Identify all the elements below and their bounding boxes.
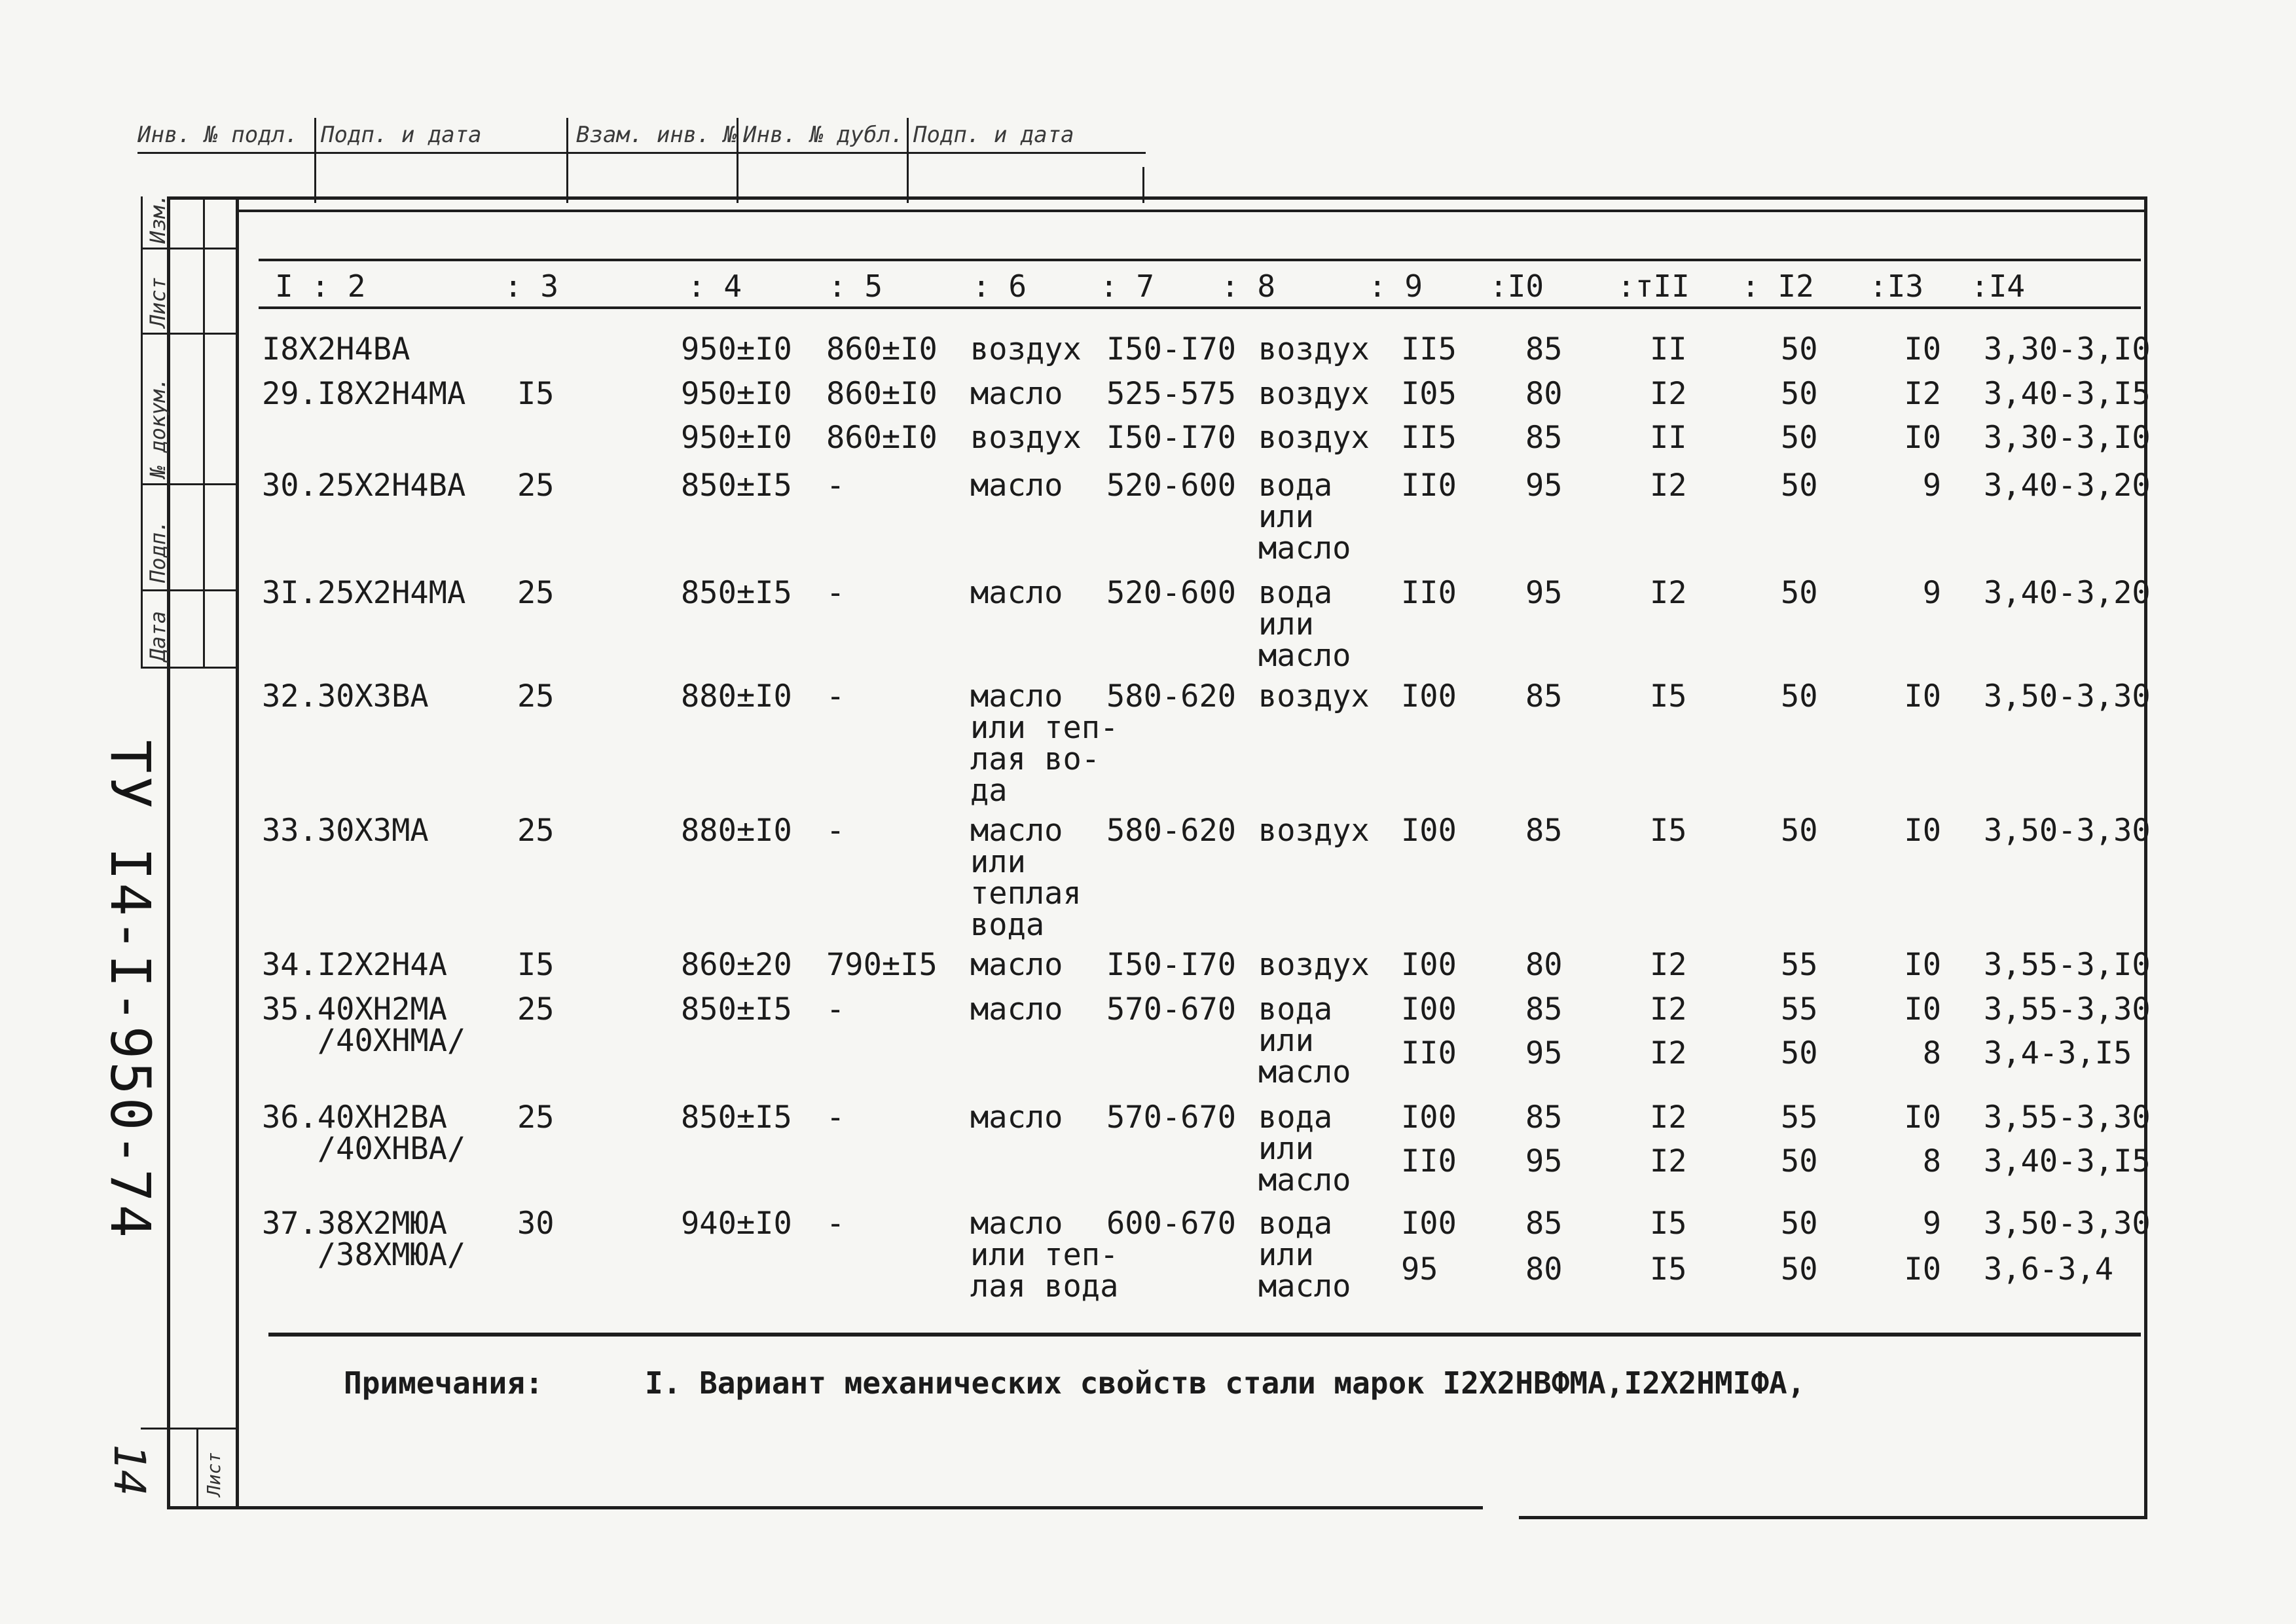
table-cell-c6: масло или теп- лая во- да [970,678,1119,809]
table-cell-c3: 25 [517,1099,555,1135]
table-cell-c9: 95 [1401,1251,1438,1287]
table-cell-c5: - [826,1099,845,1135]
table-cell-c11: I2 [1650,947,1687,983]
table-cell-c10: 85 [1525,331,1563,367]
col-header-8: : 8 [1221,268,1276,304]
table-cell-c4: 880±I0 [681,813,792,849]
table-cell-c10: 85 [1525,678,1563,714]
table-cell-c14: 3,50-3,30 [1984,1206,2151,1242]
table-bottom-rule [268,1333,2141,1337]
table-cell-c4: 880±I0 [681,678,792,714]
table-cell-c7: 580-620 [1106,813,1237,849]
table-cell-c14: 3,50-3,30 [1984,813,2151,849]
table-cell-c10: 80 [1525,947,1563,983]
table-cell-c7: I50-I70 [1106,947,1237,983]
col-header-14: :I4 [1971,268,2026,304]
table-cell-c10: 85 [1525,991,1563,1027]
table-cell-c7: 570-670 [1106,991,1237,1027]
table-cell-c10: 95 [1525,1143,1563,1179]
table-cell-c5: - [826,678,845,714]
table-cell-c4: 850±I5 [681,575,792,611]
table-cell-c7: 525-575 [1106,376,1237,412]
table-cell-c10: 95 [1525,468,1563,504]
col-header-7: : 7 [1100,268,1155,304]
table-cell-c11: I2 [1650,575,1687,611]
table-cell-c5: 790±I5 [826,947,938,983]
table-cell-c12: 50 [1781,420,1818,456]
table-cell-c11: I5 [1650,1206,1687,1242]
margin-label-change: Изм. [145,193,170,244]
table-cell-c9: I00 [1401,991,1457,1027]
table-cell-c8: воздух [1258,331,1370,367]
table-cell-c5: 860±I0 [826,420,938,456]
table-cell-c13: I0 [1904,678,1941,714]
table-cell-c5: 860±I0 [826,331,938,367]
table-cell-c10: 95 [1525,1035,1563,1071]
table-cell-c3: I5 [517,376,555,412]
table-cell-c7: 580-620 [1106,678,1237,714]
table-cell-c3: 25 [517,468,555,504]
table-cell-c9: II5 [1401,331,1457,367]
col-header-3: : 3 [504,268,559,304]
notes-label: Примечания: [344,1365,543,1401]
table-cell-c14: 3,55-3,30 [1984,991,2151,1027]
table-cell-c8: вода или масло [1258,468,1351,566]
table-cell-c14: 3,50-3,30 [1984,678,2151,714]
table-cell-c9: I00 [1401,813,1457,849]
table-cell-c6: воздух [970,420,1082,456]
table-cell-c12: 55 [1781,947,1818,983]
col-header-1-2: I : 2 [275,268,366,304]
table-cell-c1: 30.25X2H4BA [262,468,466,504]
table-cell-c4: 950±I0 [681,420,792,456]
table-cell-c1: 35.40XH2MA /40XHMA/ [262,991,466,1059]
table-cell-c11: II [1650,420,1687,456]
table-cell-c3: 25 [517,575,555,611]
table-cell-c8: воздух [1258,813,1370,849]
table-cell-c4: 940±I0 [681,1206,792,1242]
table-cell-c11: I5 [1650,1251,1687,1287]
table-cell-c3: I5 [517,947,555,983]
margin-label-date: Дата [145,610,170,661]
table-cell-c1: 29.I8X2H4MA [262,376,466,412]
table-cell-c6: масло [970,1099,1063,1135]
col-header-10: :I0 [1489,268,1544,304]
table-cell-c8: вода или масло [1258,991,1351,1090]
table-cell-c5: - [826,1206,845,1242]
table-cell-c11: I5 [1650,678,1687,714]
table-cell-c14: 3,6-3,4 [1984,1251,2114,1287]
table-cell-c8: воздух [1258,947,1370,983]
table-cell-c1: 32.30X3BA [262,678,429,714]
table-cell-c10: 85 [1525,1099,1563,1135]
table-cell-c10: 85 [1525,813,1563,849]
table-cell-c6: масло [970,991,1063,1027]
stamp-cell-replaced-inv: Взам. инв. № [576,122,737,148]
table-cell-c10: 85 [1525,1206,1563,1242]
table-cell-c14: 3,40-3,I5 [1984,376,2151,412]
table-cell-c5: - [826,991,845,1027]
table-cell-c13: 9 [1922,468,1941,504]
table-cell-c9: I00 [1401,947,1457,983]
table-cell-c7: 520-600 [1106,575,1237,611]
col-header-13: :I3 [1869,268,1924,304]
stamp-cell-inv-original: Инв. № подл. [137,122,299,148]
table-cell-c5: - [826,813,845,849]
table-cell-c1: 36.40XH2BA /40XHBA/ [262,1099,466,1167]
table-cell-c4: 850±I5 [681,991,792,1027]
table-cell-c12: 50 [1781,376,1818,412]
table-cell-c3: 25 [517,813,555,849]
table-cell-c14: 3,55-3,I0 [1984,947,2151,983]
table-cell-c7: I50-I70 [1106,420,1237,456]
table-cell-c6: масло или теплая вода [970,813,1082,943]
table-cell-c3: 30 [517,1206,555,1242]
table-cell-c1: 37.38X2MЮA /38XMЮA/ [262,1206,466,1273]
table-cell-c14: 3,30-3,I0 [1984,331,2151,367]
table-cell-c9: II5 [1401,420,1457,456]
margin-label-sheet: Лист [145,276,170,327]
table-cell-c13: I2 [1904,376,1941,412]
table-cell-c13: I0 [1904,991,1941,1027]
table-cell-c8: вода или масло [1258,575,1351,674]
margin-label-doc-number: № докум. [145,377,170,478]
table-cell-c14: 3,55-3,30 [1984,1099,2151,1135]
col-header-4: : 4 [687,268,742,304]
stamp-cell-inv-duplicate: Инв. № дубл. [743,122,904,148]
table-cell-c9: I05 [1401,376,1457,412]
table-cell-c10: 85 [1525,420,1563,456]
stamp-cell-sign-date-1: Подп. и дата [321,122,482,148]
table-cell-c6: воздух [970,331,1082,367]
table-cell-c8: воздух [1258,420,1370,456]
table-cell-c14: 3,40-3,20 [1984,468,2151,504]
table-cell-c6: масло [970,575,1063,611]
notes-text: I. Вариант механических свойств стали марок I2X2HBФMA,I2X2HMIФA, [645,1365,1806,1401]
table-cell-c12: 50 [1781,1035,1818,1071]
table-cell-c13: I0 [1904,331,1941,367]
table-cell-c11: I2 [1650,1143,1687,1179]
table-cell-c12: 50 [1781,1143,1818,1179]
table-cell-c12: 50 [1781,1251,1818,1287]
table-cell-c5: - [826,468,845,504]
table-cell-c9: II0 [1401,575,1457,611]
table-cell-c9: I00 [1401,1099,1457,1135]
table-cell-c1: 34.I2X2H4A [262,947,447,983]
table-cell-c4: 860±20 [681,947,792,983]
table-cell-c4: 950±I0 [681,376,792,412]
table-cell-c6: масло [970,468,1063,504]
table-cell-c7: I50-I70 [1106,331,1237,367]
sheet-number: 14 [104,1444,155,1496]
table-cell-c13: I0 [1904,420,1941,456]
margin-label-signature: Подп. [145,519,170,583]
table-cell-c13: I0 [1904,1099,1941,1135]
table-cell-c4: 850±I5 [681,468,792,504]
table-cell-c10: 95 [1525,575,1563,611]
table-cell-c12: 55 [1781,991,1818,1027]
table-cell-c1: 33.30X3MA [262,813,429,849]
table-cell-c13: I0 [1904,947,1941,983]
table-cell-c12: 50 [1781,331,1818,367]
table-cell-c8: вода или масло [1258,1206,1351,1304]
table-cell-c14: 3,40-3,20 [1984,575,2151,611]
table-cell-c6: масло [970,376,1063,412]
table-cell-c9: II0 [1401,1035,1457,1071]
table-cell-c13: I0 [1904,1251,1941,1287]
table-cell-c1: 3I.25X2H4MA [262,575,466,611]
table-cell-c6: масло [970,947,1063,983]
stamp-cell-sign-date-2: Подп. и дата [913,122,1074,148]
table-cell-c13: 9 [1922,1206,1941,1242]
table-cell-c5: - [826,575,845,611]
table-cell-c1: I8X2H4BA [262,331,410,367]
table-cell-c12: 50 [1781,468,1818,504]
col-header-12: : I2 [1741,268,1814,304]
table-cell-c9: II0 [1401,1143,1457,1179]
table-cell-c12: 50 [1781,1206,1818,1242]
table-cell-c7: 570-670 [1106,1099,1237,1135]
document-number: ТУ I4-I-950-74 [98,740,162,1241]
table-cell-c12: 55 [1781,1099,1818,1135]
table-cell-c14: 3,40-3,I5 [1984,1143,2151,1179]
table-cell-c11: I2 [1650,991,1687,1027]
table-cell-c4: 850±I5 [681,1099,792,1135]
table-cell-c11: I2 [1650,1035,1687,1071]
col-header-11: :тII [1617,268,1690,304]
table-cell-c12: 50 [1781,813,1818,849]
table-cell-c14: 3,30-3,I0 [1984,420,2151,456]
table-cell-c3: 25 [517,991,555,1027]
table-cell-c13: 8 [1922,1035,1941,1071]
table-cell-c7: 520-600 [1106,468,1237,504]
table-cell-c5: 860±I0 [826,376,938,412]
table-cell-c8: вода или масло [1258,1099,1351,1198]
table-cell-c11: I5 [1650,813,1687,849]
table-cell-c11: I2 [1650,376,1687,412]
table-cell-c10: 80 [1525,376,1563,412]
col-header-5: : 5 [828,268,883,304]
table-cell-c4: 950±I0 [681,331,792,367]
table-cell-c14: 3,4-3,I5 [1984,1035,2132,1071]
table-cell-c8: воздух [1258,376,1370,412]
table-cell-c9: I00 [1401,678,1457,714]
table-cell-c3: 25 [517,678,555,714]
table-cell-c13: 8 [1922,1143,1941,1179]
sheet-label: Лист [203,1452,225,1496]
table-cell-c10: 80 [1525,1251,1563,1287]
table-cell-c9: I00 [1401,1206,1457,1242]
table-cell-c8: воздух [1258,678,1370,714]
table-cell-c11: I2 [1650,468,1687,504]
table-cell-c13: 9 [1922,575,1941,611]
table-cell-c6: масло или теп- лая вода [970,1206,1119,1304]
table-cell-c9: II0 [1401,468,1457,504]
table-cell-c13: I0 [1904,813,1941,849]
table-cell-c12: 50 [1781,678,1818,714]
table-cell-c11: II [1650,331,1687,367]
col-header-6: : 6 [972,268,1027,304]
table-cell-c7: 600-670 [1106,1206,1237,1242]
col-header-9: : 9 [1368,268,1423,304]
table-cell-c12: 50 [1781,575,1818,611]
table-cell-c11: I2 [1650,1099,1687,1135]
